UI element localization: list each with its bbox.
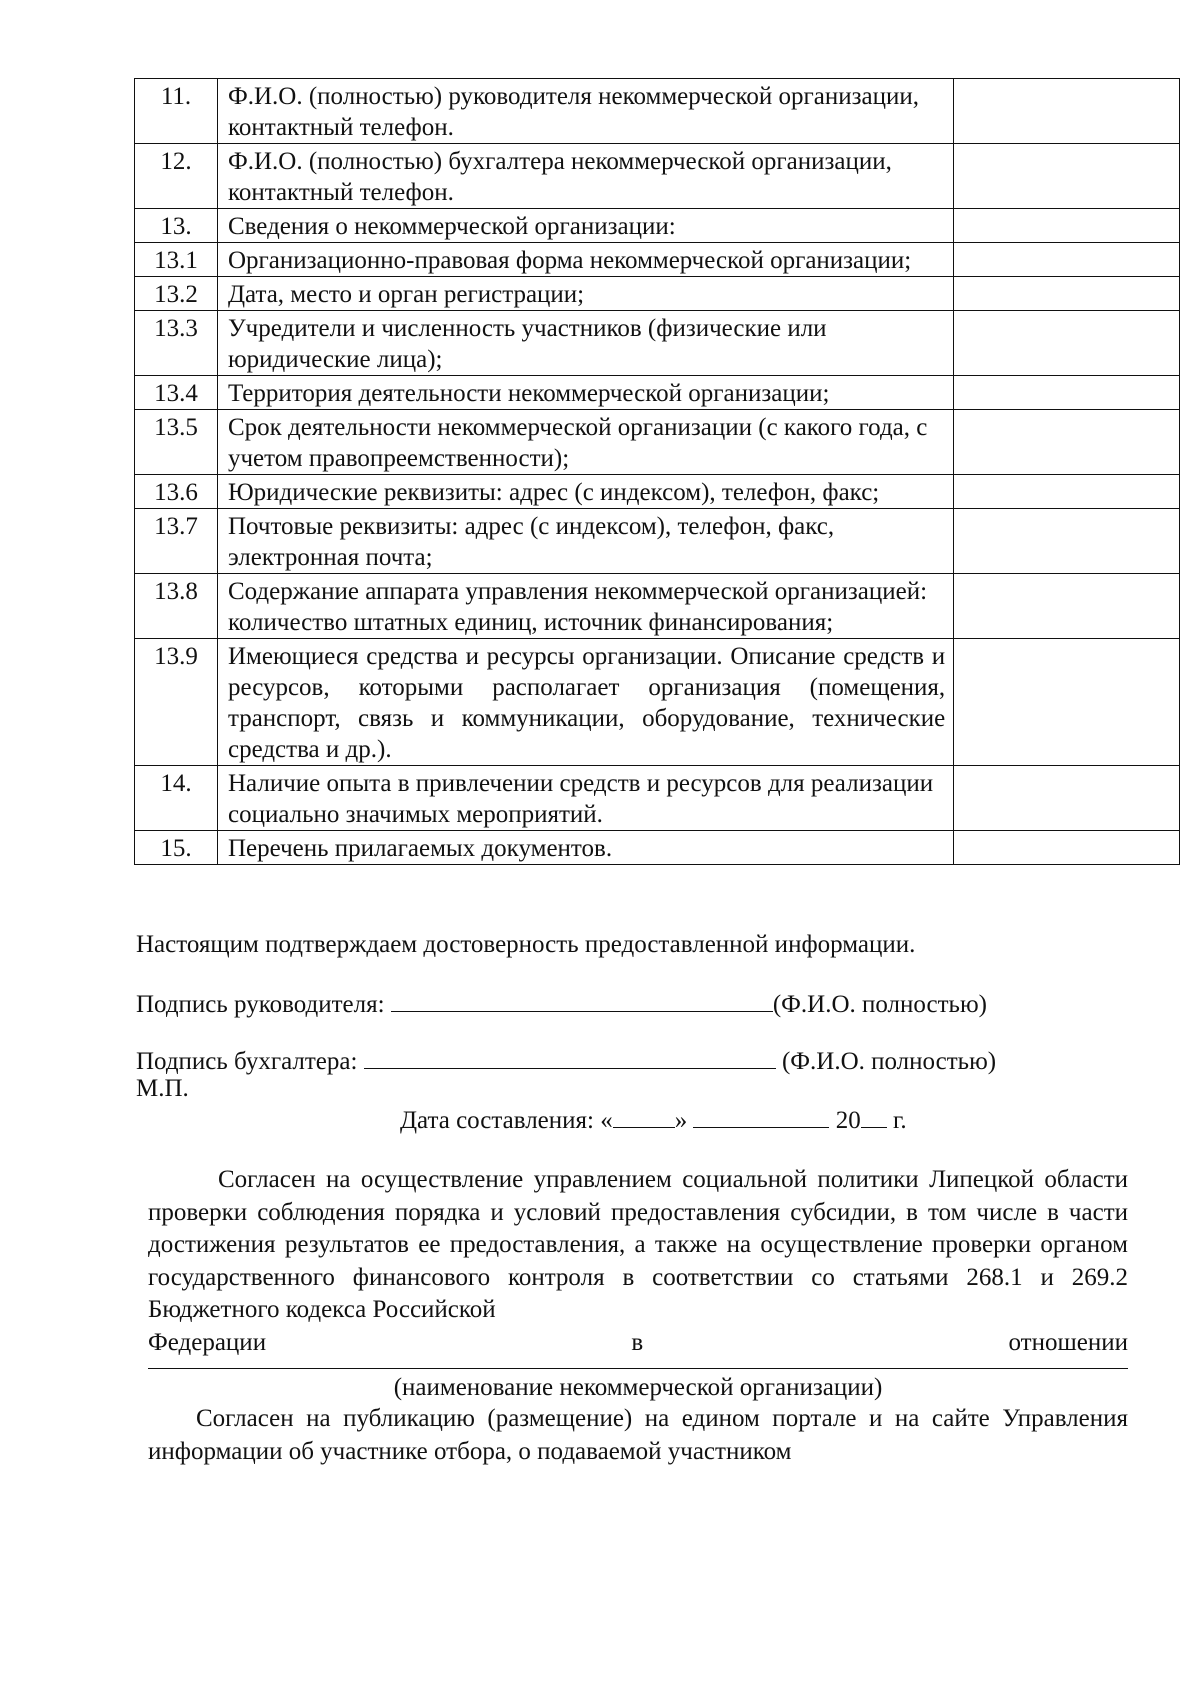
row-number: 13.5 bbox=[135, 410, 218, 475]
table-row bbox=[135, 277, 1180, 311]
accountant-signature-label: Подпись бухгалтера: bbox=[136, 1048, 358, 1075]
row-description: Организационно-правовая форма некоммерческой организации; bbox=[217, 243, 953, 277]
row-description: Учредители и численность участников (физические или юридические лица); bbox=[217, 311, 953, 376]
table-row bbox=[135, 831, 1180, 865]
row-description: Территория деятельности некоммерческой организации; bbox=[217, 376, 953, 410]
date-label: Дата составления: « bbox=[400, 1107, 613, 1134]
row-description: Почтовые реквизиты: адрес (с индексом), телефон, факс, электронная почта; bbox=[217, 509, 953, 574]
row-description: Дата, место и орган регистрации; bbox=[217, 277, 953, 311]
row-value-cell[interactable] bbox=[954, 209, 1180, 243]
consent-publication-paragraph bbox=[148, 1403, 1128, 1468]
date-month-field[interactable] bbox=[693, 1103, 829, 1128]
row-number: 13.3 bbox=[135, 311, 218, 376]
row-value-cell[interactable] bbox=[954, 79, 1180, 144]
row-number: 15. bbox=[135, 831, 218, 865]
confirmation-text: Настоящим подтверждаем достоверность предоставленной информации. bbox=[136, 931, 916, 958]
table-row bbox=[135, 766, 1180, 831]
consent-last-right: отношении bbox=[1008, 1328, 1128, 1356]
organization-name-caption: (наименование некоммерческой организации) bbox=[393, 1374, 883, 1401]
row-number: 14. bbox=[135, 766, 218, 831]
date-close-quote: » bbox=[674, 1107, 688, 1134]
consent-publication-text: Согласен на публикацию (размещение) на едином портале и на сайте Управления информации об участнике отбора, о подаваемой участником bbox=[148, 1405, 1128, 1465]
row-number: 13.8 bbox=[135, 574, 218, 639]
row-number: 13.6 bbox=[135, 475, 218, 509]
row-description: Юридические реквизиты: адрес (с индексом), телефон, факс; bbox=[217, 475, 953, 509]
row-number: 12. bbox=[135, 144, 218, 209]
row-description: Ф.И.О. (полностью) бухгалтера некоммерческой организации, контактный телефон. bbox=[217, 144, 953, 209]
consent-last-mid: в bbox=[631, 1328, 644, 1356]
row-value-cell[interactable] bbox=[954, 376, 1180, 410]
table-row bbox=[135, 509, 1180, 574]
year-suffix: г. bbox=[892, 1107, 907, 1134]
row-number: 13.2 bbox=[135, 277, 218, 311]
row-value-cell[interactable] bbox=[954, 509, 1180, 574]
row-description: Содержание аппарата управления некоммерческой организацией: количество штатных единиц, источник финансирования; bbox=[217, 574, 953, 639]
row-value-cell[interactable] bbox=[954, 766, 1180, 831]
row-value-cell[interactable] bbox=[954, 574, 1180, 639]
table-row bbox=[135, 475, 1180, 509]
row-value-cell[interactable] bbox=[954, 311, 1180, 376]
row-value-cell[interactable] bbox=[954, 144, 1180, 209]
row-description: Наличие опыта в привлечении средств и ресурсов для реализации социально значимых мероприятий. bbox=[217, 766, 953, 831]
table-row bbox=[135, 243, 1180, 277]
row-value-cell[interactable] bbox=[954, 277, 1180, 311]
date-line bbox=[400, 1103, 907, 1136]
consent-verification-text: Согласен на осуществление управлением социальной политики Липецкой области проверки соблюдения порядка и условий предоставления субсидии, в том числе в части достижения результатов ее предоставления, а также на осуществление проверки органом государственного финансового контроля в соответствии со статьями 268.1 и 269.2 Бюджетного кодекса Российской bbox=[148, 1166, 1128, 1323]
application-form-table bbox=[134, 78, 1180, 865]
table-row bbox=[135, 79, 1180, 144]
head-signature-label: Подпись руководителя: bbox=[136, 991, 385, 1018]
row-value-cell[interactable] bbox=[954, 410, 1180, 475]
row-value-cell[interactable] bbox=[954, 475, 1180, 509]
accountant-signature-line bbox=[136, 1044, 996, 1077]
table-row bbox=[135, 574, 1180, 639]
stamp-label: М.П. bbox=[136, 1075, 189, 1102]
accountant-signature-suffix: (Ф.И.О. полностью) bbox=[781, 1048, 997, 1075]
row-number: 13.9 bbox=[135, 639, 218, 766]
date-year-field[interactable] bbox=[861, 1103, 887, 1128]
row-description: Имеющиеся средства и ресурсы организации. Описание средств и ресурсов, которыми располагает организация (помещения, транспорт, связь и коммуникации, оборудование, технические средства и др.). bbox=[217, 639, 953, 766]
head-signature-line bbox=[136, 987, 987, 1020]
table-row bbox=[135, 311, 1180, 376]
consent-verification-last-line bbox=[148, 1327, 1128, 1360]
row-number: 13.7 bbox=[135, 509, 218, 574]
row-value-cell[interactable] bbox=[954, 831, 1180, 865]
table-row bbox=[135, 410, 1180, 475]
head-signature-suffix: (Ф.И.О. полностью) bbox=[772, 991, 987, 1018]
consent-last-left: Федерации bbox=[148, 1328, 267, 1356]
row-value-cell[interactable] bbox=[954, 243, 1180, 277]
row-description: Перечень прилагаемых документов. bbox=[217, 831, 953, 865]
table-row bbox=[135, 144, 1180, 209]
date-day-field[interactable] bbox=[613, 1103, 675, 1128]
head-signature-field[interactable] bbox=[391, 987, 773, 1012]
year-prefix: 20 bbox=[835, 1107, 861, 1134]
accountant-signature-field[interactable] bbox=[364, 1044, 776, 1069]
organization-name-field[interactable] bbox=[148, 1368, 1128, 1369]
row-number: 11. bbox=[135, 79, 218, 144]
consent-verification-paragraph bbox=[148, 1164, 1128, 1359]
row-number: 13.4 bbox=[135, 376, 218, 410]
row-description: Ф.И.О. (полностью) руководителя некоммерческой организации, контактный телефон. bbox=[217, 79, 953, 144]
table-row bbox=[135, 639, 1180, 766]
row-value-cell[interactable] bbox=[954, 639, 1180, 766]
table-row bbox=[135, 209, 1180, 243]
table-row bbox=[135, 376, 1180, 410]
row-description: Сведения о некоммерческой организации: bbox=[217, 209, 953, 243]
row-number: 13. bbox=[135, 209, 218, 243]
row-description: Срок деятельности некоммерческой организации (с какого года, с учетом правопреемственности); bbox=[217, 410, 953, 475]
row-number: 13.1 bbox=[135, 243, 218, 277]
